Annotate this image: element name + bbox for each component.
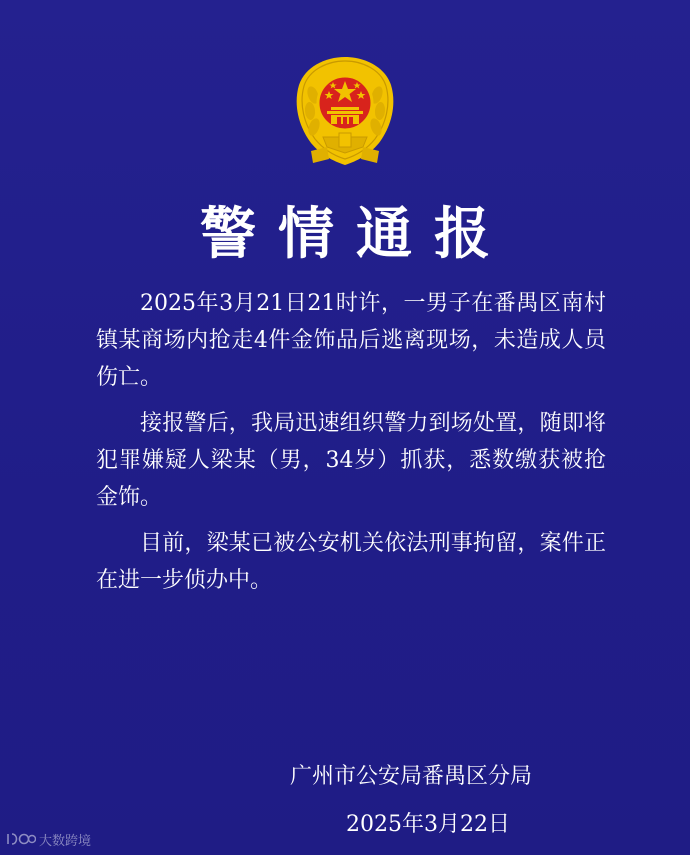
watermark-logo-icon xyxy=(6,831,36,847)
issue-date: 2025年3月22日 xyxy=(346,812,510,837)
notice-signature xyxy=(290,753,570,849)
notice-title: 警情通报 xyxy=(200,202,512,267)
notice-paragraph-3: 目前，梁某已被公安机关依法刑事拘留，案件正在进一步侦办中。 xyxy=(96,531,606,593)
notice-paragraph-1: 2025年3月21日21时许，一男子在番禺区南村镇某商场内抢走4件金饰品后逃离现场，未造成人员伤亡。 xyxy=(96,291,606,390)
notice-body xyxy=(96,285,606,608)
notice-paragraph-2: 接报警后，我局迅速组织警力到场处置，随即将犯罪嫌疑人梁某（男，34岁）抓获，悉数缴获被抢金饰。 xyxy=(96,411,606,510)
issuer-name: 广州市公安局番禺区分局 xyxy=(290,764,533,789)
police-emblem-icon xyxy=(293,55,397,175)
watermark xyxy=(6,828,91,850)
watermark-text: 大数跨境 xyxy=(39,833,92,849)
